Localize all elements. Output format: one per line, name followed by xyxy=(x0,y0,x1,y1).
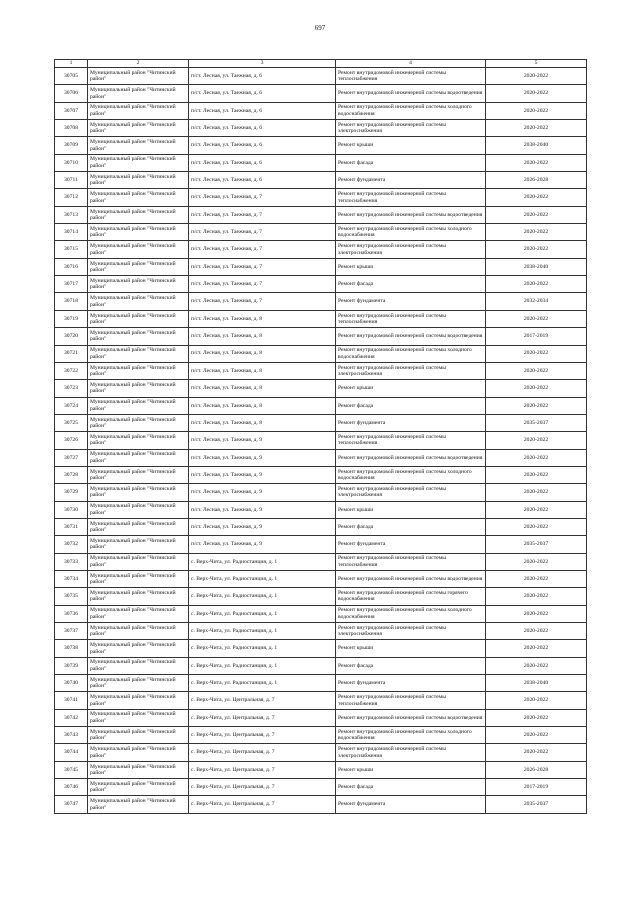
work-type-cell: Ремонт внутридомовой инженерной системы водоотведения xyxy=(336,449,486,466)
work-type-cell: Ремонт крыши xyxy=(336,137,486,154)
district-cell: Муниципальный район "Читинский район" xyxy=(88,85,189,102)
address-cell: п/ст. Лесная, ул. Таежная, д. 9 xyxy=(189,432,336,449)
address-cell: п/ст. Лесная, ул. Таежная, д. 8 xyxy=(189,414,336,431)
table-row xyxy=(55,744,587,761)
period-cell: 2020-2022 xyxy=(486,501,587,518)
work-type-cell: Ремонт фасада xyxy=(336,779,486,796)
row-number-cell: 30742 xyxy=(55,709,88,726)
district-cell: Муниципальный район "Читинский район" xyxy=(88,432,189,449)
work-type-cell: Ремонт внутридомовой инженерной системы холодного водоснабжения xyxy=(336,345,486,362)
period-cell: 2020-2022 xyxy=(486,102,587,119)
work-type-cell: Ремонт внутридомовой инженерной системы холодного водоснабжения xyxy=(336,102,486,119)
district-cell: Муниципальный район "Читинский район" xyxy=(88,120,189,137)
address-cell: п/ст. Лесная, ул. Таежная, д. 7 xyxy=(189,224,336,241)
table-row xyxy=(55,102,587,119)
period-cell: 2020-2022 xyxy=(486,206,587,223)
district-cell: Муниципальный район "Читинский район" xyxy=(88,779,189,796)
period-cell: 2020-2022 xyxy=(486,189,587,206)
address-cell: п/ст. Лесная, ул. Таежная, д. 8 xyxy=(189,380,336,397)
address-cell: с. Верх-Чита, ул. Радиостанция, д. 1 xyxy=(189,640,336,657)
district-cell: Муниципальный район "Читинский район" xyxy=(88,258,189,275)
district-cell: Муниципальный район "Читинский район" xyxy=(88,154,189,171)
row-number-cell: 30731 xyxy=(55,518,88,535)
work-type-cell: Ремонт крыши xyxy=(336,380,486,397)
period-cell: 2020-2022 xyxy=(486,432,587,449)
district-cell: Муниципальный район "Читинский район" xyxy=(88,345,189,362)
table-row xyxy=(55,761,587,778)
row-number-cell: 30709 xyxy=(55,137,88,154)
work-type-cell: Ремонт фундамента xyxy=(336,414,486,431)
district-cell: Муниципальный район "Читинский район" xyxy=(88,727,189,744)
district-cell: Муниципальный район "Читинский район" xyxy=(88,623,189,640)
period-cell: 2020-2022 xyxy=(486,224,587,241)
period-cell: 2020-2022 xyxy=(486,154,587,171)
district-cell: Муниципальный район "Читинский район" xyxy=(88,328,189,345)
row-number-cell: 30723 xyxy=(55,380,88,397)
work-type-cell: Ремонт внутридомовой инженерной системы электроснабжения xyxy=(336,362,486,379)
address-cell: п/ст. Лесная, ул. Таежная, д. 7 xyxy=(189,241,336,258)
district-cell: Муниципальный район "Читинский район" xyxy=(88,449,189,466)
work-type-cell: Ремонт крыши xyxy=(336,640,486,657)
period-cell: 2020-2022 xyxy=(486,276,587,293)
table-row xyxy=(55,605,587,622)
period-cell: 2017-2019 xyxy=(486,779,587,796)
table-row xyxy=(55,623,587,640)
table-row xyxy=(55,709,587,726)
row-number-cell: 30728 xyxy=(55,466,88,483)
work-type-cell: Ремонт фасада xyxy=(336,154,486,171)
period-cell: 2017-2019 xyxy=(486,328,587,345)
work-type-cell: Ремонт внутридомовой инженерной системы водоотведения xyxy=(336,85,486,102)
district-cell: Муниципальный район "Читинский район" xyxy=(88,744,189,761)
period-cell: 2020-2022 xyxy=(486,640,587,657)
district-cell: Муниципальный район "Читинский район" xyxy=(88,588,189,605)
row-number-cell: 30732 xyxy=(55,536,88,553)
row-number-cell: 30727 xyxy=(55,449,88,466)
row-number-cell: 30735 xyxy=(55,588,88,605)
column-header: 2 xyxy=(88,60,189,68)
row-number-cell: 30710 xyxy=(55,154,88,171)
table-row xyxy=(55,796,587,813)
work-type-cell: Ремонт фасада xyxy=(336,657,486,674)
row-number-cell: 30737 xyxy=(55,623,88,640)
row-number-cell: 30720 xyxy=(55,328,88,345)
district-cell: Муниципальный район "Читинский район" xyxy=(88,675,189,692)
address-cell: п/ст. Лесная, ул. Таежная, д. 9 xyxy=(189,518,336,535)
row-number-cell: 30739 xyxy=(55,657,88,674)
address-cell: с. Верх-Чита, ул. Радиостанция, д. 1 xyxy=(189,657,336,674)
address-cell: п/ст. Лесная, ул. Таежная, д. 9 xyxy=(189,466,336,483)
address-cell: с. Верх-Чита, ул. Радиостанция, д. 1 xyxy=(189,605,336,622)
period-cell: 2020-2022 xyxy=(486,241,587,258)
work-type-cell: Ремонт внутридомовой инженерной системы теплоснабжения xyxy=(336,692,486,709)
work-type-cell: Ремонт крыши xyxy=(336,761,486,778)
row-number-cell: 30740 xyxy=(55,675,88,692)
work-type-cell: Ремонт фасада xyxy=(336,276,486,293)
address-cell: п/ст. Лесная, ул. Таежная, д. 7 xyxy=(189,206,336,223)
work-type-cell: Ремонт внутридомовой инженерной системы электроснабжения xyxy=(336,744,486,761)
capital-repair-table xyxy=(54,59,587,814)
period-cell: 2020-2022 xyxy=(486,709,587,726)
address-cell: с. Верх-Чита, ул. Центральная, д. 7 xyxy=(189,727,336,744)
table-row xyxy=(55,310,587,327)
work-type-cell: Ремонт внутридомовой инженерной системы теплоснабжения xyxy=(336,68,486,85)
row-number-cell: 30708 xyxy=(55,120,88,137)
table-row xyxy=(55,727,587,744)
column-header: 4 xyxy=(336,60,486,68)
district-cell: Муниципальный район "Читинский район" xyxy=(88,241,189,258)
district-cell: Муниципальный район "Читинский район" xyxy=(88,380,189,397)
work-type-cell: Ремонт внутридомовой инженерной системы теплоснабжения xyxy=(336,432,486,449)
row-number-cell: 30712 xyxy=(55,189,88,206)
period-cell: 2020-2022 xyxy=(486,380,587,397)
row-number-cell: 30717 xyxy=(55,276,88,293)
work-type-cell: Ремонт внутридомовой инженерной системы холодного водоснабжения xyxy=(336,727,486,744)
period-cell: 2035-2037 xyxy=(486,796,587,813)
address-cell: п/ст. Лесная, ул. Таежная, д. 6 xyxy=(189,120,336,137)
row-number-cell: 30733 xyxy=(55,553,88,570)
address-cell: п/ст. Лесная, ул. Таежная, д. 9 xyxy=(189,484,336,501)
row-number-cell: 30745 xyxy=(55,761,88,778)
period-cell: 2020-2022 xyxy=(486,466,587,483)
table-row xyxy=(55,640,587,657)
table-row xyxy=(55,553,587,570)
table-row xyxy=(55,276,587,293)
table-row xyxy=(55,466,587,483)
period-cell: 2020-2022 xyxy=(486,727,587,744)
district-cell: Муниципальный район "Читинский район" xyxy=(88,640,189,657)
district-cell: Муниципальный район "Читинский район" xyxy=(88,796,189,813)
period-cell: 2020-2022 xyxy=(486,623,587,640)
work-type-cell: Ремонт внутридомовой инженерной системы водоотведения xyxy=(336,570,486,587)
table-row xyxy=(55,449,587,466)
district-cell: Муниципальный район "Читинский район" xyxy=(88,414,189,431)
table-row xyxy=(55,68,587,85)
table-row xyxy=(55,536,587,553)
address-cell: с. Верх-Чита, ул. Центральная, д. 7 xyxy=(189,744,336,761)
table-row xyxy=(55,345,587,362)
table-header-row xyxy=(55,60,587,68)
work-type-cell: Ремонт внутридомовой инженерной системы электроснабжения xyxy=(336,484,486,501)
table-row xyxy=(55,518,587,535)
district-cell: Муниципальный район "Читинский район" xyxy=(88,536,189,553)
period-cell: 2020-2022 xyxy=(486,553,587,570)
period-cell: 2020-2022 xyxy=(486,68,587,85)
work-type-cell: Ремонт внутридомовой инженерной системы электроснабжения xyxy=(336,241,486,258)
row-number-cell: 30705 xyxy=(55,68,88,85)
table-row xyxy=(55,258,587,275)
district-cell: Муниципальный район "Читинский район" xyxy=(88,484,189,501)
row-number-cell: 30721 xyxy=(55,345,88,362)
address-cell: п/ст. Лесная, ул. Таежная, д. 7 xyxy=(189,258,336,275)
table-row xyxy=(55,432,587,449)
district-cell: Муниципальный район "Читинский район" xyxy=(88,605,189,622)
table-row xyxy=(55,154,587,171)
row-number-cell: 30725 xyxy=(55,414,88,431)
period-cell: 2020-2022 xyxy=(486,449,587,466)
work-type-cell: Ремонт внутридомовой инженерной системы теплоснабжения xyxy=(336,310,486,327)
table-row xyxy=(55,241,587,258)
row-number-cell: 30730 xyxy=(55,501,88,518)
period-cell: 2020-2022 xyxy=(486,310,587,327)
work-type-cell: Ремонт внутридомовой инженерной системы теплоснабжения xyxy=(336,189,486,206)
row-number-cell: 30734 xyxy=(55,570,88,587)
row-number-cell: 30726 xyxy=(55,432,88,449)
address-cell: п/ст. Лесная, ул. Таежная, д. 8 xyxy=(189,397,336,414)
table-row xyxy=(55,293,587,310)
period-cell: 2020-2022 xyxy=(486,484,587,501)
work-type-cell: Ремонт фундамента xyxy=(336,675,486,692)
work-type-cell: Ремонт фундамента xyxy=(336,796,486,813)
period-cell: 2020-2022 xyxy=(486,85,587,102)
district-cell: Муниципальный район "Читинский район" xyxy=(88,102,189,119)
address-cell: п/ст. Лесная, ул. Таежная, д. 8 xyxy=(189,345,336,362)
period-cell: 2038-2040 xyxy=(486,137,587,154)
district-cell: Муниципальный район "Читинский район" xyxy=(88,657,189,674)
row-number-cell: 30715 xyxy=(55,241,88,258)
district-cell: Муниципальный район "Читинский район" xyxy=(88,501,189,518)
district-cell: Муниципальный район "Читинский район" xyxy=(88,518,189,535)
table-row xyxy=(55,206,587,223)
address-cell: с. Верх-Чита, ул. Центральная, д. 7 xyxy=(189,779,336,796)
row-number-cell: 30736 xyxy=(55,605,88,622)
work-type-cell: Ремонт внутридомовой инженерной системы электроснабжения xyxy=(336,623,486,640)
table-row xyxy=(55,692,587,709)
district-cell: Муниципальный район "Читинский район" xyxy=(88,293,189,310)
address-cell: с. Верх-Чита, ул. Центральная, д. 7 xyxy=(189,761,336,778)
district-cell: Муниципальный район "Читинский район" xyxy=(88,397,189,414)
table-row xyxy=(55,137,587,154)
row-number-cell: 30724 xyxy=(55,397,88,414)
row-number-cell: 30706 xyxy=(55,85,88,102)
table-row xyxy=(55,570,587,587)
table-row xyxy=(55,414,587,431)
work-type-cell: Ремонт фундамента xyxy=(336,293,486,310)
table-row xyxy=(55,657,587,674)
district-cell: Муниципальный район "Читинский район" xyxy=(88,466,189,483)
district-cell: Муниципальный район "Читинский район" xyxy=(88,362,189,379)
table-row xyxy=(55,362,587,379)
period-cell: 2020-2022 xyxy=(486,744,587,761)
period-cell: 2032-2034 xyxy=(486,293,587,310)
address-cell: п/ст. Лесная, ул. Таежная, д. 9 xyxy=(189,449,336,466)
address-cell: п/ст. Лесная, ул. Таежная, д. 6 xyxy=(189,137,336,154)
address-cell: с. Верх-Чита, ул. Центральная, д. 7 xyxy=(189,692,336,709)
address-cell: п/ст. Лесная, ул. Таежная, д. 6 xyxy=(189,154,336,171)
address-cell: с. Верх-Чита, ул. Радиостанция, д. 1 xyxy=(189,623,336,640)
address-cell: п/ст. Лесная, ул. Таежная, д. 9 xyxy=(189,501,336,518)
address-cell: п/ст. Лесная, ул. Таежная, д. 8 xyxy=(189,310,336,327)
table-row xyxy=(55,675,587,692)
row-number-cell: 30718 xyxy=(55,293,88,310)
table-row xyxy=(55,380,587,397)
address-cell: п/ст. Лесная, ул. Таежная, д. 8 xyxy=(189,328,336,345)
work-type-cell: Ремонт внутридомовой инженерной системы водоотведения xyxy=(336,709,486,726)
work-type-cell: Ремонт внутридомовой инженерной системы горячего водоснабжения xyxy=(336,588,486,605)
column-header: 3 xyxy=(189,60,336,68)
work-type-cell: Ремонт крыши xyxy=(336,258,486,275)
row-number-cell: 30707 xyxy=(55,102,88,119)
address-cell: п/ст. Лесная, ул. Таежная, д. 7 xyxy=(189,293,336,310)
row-number-cell: 30722 xyxy=(55,362,88,379)
address-cell: п/ст. Лесная, ул. Таежная, д. 7 xyxy=(189,276,336,293)
period-cell: 2020-2022 xyxy=(486,692,587,709)
period-cell: 2020-2022 xyxy=(486,588,587,605)
district-cell: Муниципальный район "Читинский район" xyxy=(88,709,189,726)
district-cell: Муниципальный район "Читинский район" xyxy=(88,553,189,570)
address-cell: п/ст. Лесная, ул. Таежная, д. 8 xyxy=(189,362,336,379)
row-number-cell: 30747 xyxy=(55,796,88,813)
district-cell: Муниципальный район "Читинский район" xyxy=(88,137,189,154)
district-cell: Муниципальный район "Читинский район" xyxy=(88,189,189,206)
table-row xyxy=(55,189,587,206)
row-number-cell: 30744 xyxy=(55,744,88,761)
row-number-cell: 30729 xyxy=(55,484,88,501)
district-cell: Муниципальный район "Читинский район" xyxy=(88,172,189,189)
table-row xyxy=(55,224,587,241)
address-cell: п/ст. Лесная, ул. Таежная, д. 7 xyxy=(189,189,336,206)
period-cell: 2038-2040 xyxy=(486,258,587,275)
district-cell: Муниципальный район "Читинский район" xyxy=(88,310,189,327)
period-cell: 2020-2022 xyxy=(486,362,587,379)
work-type-cell: Ремонт внутридомовой инженерной системы холодного водоснабжения xyxy=(336,466,486,483)
period-cell: 2026-2028 xyxy=(486,761,587,778)
period-cell: 2020-2022 xyxy=(486,570,587,587)
table-row xyxy=(55,172,587,189)
period-cell: 2038-2040 xyxy=(486,675,587,692)
address-cell: с. Верх-Чита, ул. Центральная, д. 7 xyxy=(189,796,336,813)
district-cell: Муниципальный район "Читинский район" xyxy=(88,570,189,587)
period-cell: 2035-2037 xyxy=(486,414,587,431)
table-row xyxy=(55,85,587,102)
table-row xyxy=(55,120,587,137)
table-row xyxy=(55,484,587,501)
row-number-cell: 30741 xyxy=(55,692,88,709)
work-type-cell: Ремонт внутридомовой инженерной системы теплоснабжения xyxy=(336,553,486,570)
row-number-cell: 30711 xyxy=(55,172,88,189)
district-cell: Муниципальный район "Читинский район" xyxy=(88,206,189,223)
row-number-cell: 30738 xyxy=(55,640,88,657)
district-cell: Муниципальный район "Читинский район" xyxy=(88,276,189,293)
work-type-cell: Ремонт внутридомовой инженерной системы холодного водоснабжения xyxy=(336,224,486,241)
address-cell: с. Верх-Чита, ул. Радиостанция, д. 1 xyxy=(189,570,336,587)
period-cell: 2020-2022 xyxy=(486,120,587,137)
row-number-cell: 30714 xyxy=(55,224,88,241)
address-cell: п/ст. Лесная, ул. Таежная, д. 6 xyxy=(189,85,336,102)
period-cell: 2020-2022 xyxy=(486,518,587,535)
row-number-cell: 30719 xyxy=(55,310,88,327)
column-header: 1 xyxy=(55,60,88,68)
district-cell: Муниципальный район "Читинский район" xyxy=(88,761,189,778)
address-cell: п/ст. Лесная, ул. Таежная, д. 6 xyxy=(189,172,336,189)
period-cell: 2026-2028 xyxy=(486,172,587,189)
address-cell: с. Верх-Чита, ул. Радиостанция, д. 1 xyxy=(189,588,336,605)
address-cell: с. Верх-Чита, ул. Радиостанция, д. 1 xyxy=(189,675,336,692)
row-number-cell: 30746 xyxy=(55,779,88,796)
period-cell: 2020-2022 xyxy=(486,657,587,674)
table-row xyxy=(55,588,587,605)
address-cell: с. Верх-Чита, ул. Радиостанция, д. 1 xyxy=(189,553,336,570)
district-cell: Муниципальный район "Читинский район" xyxy=(88,692,189,709)
district-cell: Муниципальный район "Читинский район" xyxy=(88,68,189,85)
address-cell: п/ст. Лесная, ул. Таежная, д. 6 xyxy=(189,68,336,85)
work-type-cell: Ремонт фундамента xyxy=(336,172,486,189)
row-number-cell: 30743 xyxy=(55,727,88,744)
work-type-cell: Ремонт фундамента xyxy=(336,536,486,553)
column-header: 5 xyxy=(486,60,587,68)
table-row xyxy=(55,328,587,345)
page-number: 697 xyxy=(314,24,326,32)
table-row xyxy=(55,397,587,414)
address-cell: п/ст. Лесная, ул. Таежная, д. 6 xyxy=(189,102,336,119)
work-type-cell: Ремонт внутридомовой инженерной системы электроснабжения xyxy=(336,120,486,137)
period-cell: 2020-2022 xyxy=(486,345,587,362)
district-cell: Муниципальный район "Читинский район" xyxy=(88,224,189,241)
work-type-cell: Ремонт внутридомовой инженерной системы водоотведения xyxy=(336,206,486,223)
period-cell: 2020-2022 xyxy=(486,397,587,414)
table-row xyxy=(55,501,587,518)
work-type-cell: Ремонт фасада xyxy=(336,518,486,535)
row-number-cell: 30713 xyxy=(55,206,88,223)
work-type-cell: Ремонт фасада xyxy=(336,397,486,414)
address-cell: с. Верх-Чита, ул. Центральная, д. 7 xyxy=(189,709,336,726)
period-cell: 2035-2037 xyxy=(486,536,587,553)
row-number-cell: 30716 xyxy=(55,258,88,275)
table-row xyxy=(55,779,587,796)
work-type-cell: Ремонт крыши xyxy=(336,501,486,518)
work-type-cell: Ремонт внутридомовой инженерной системы холодного водоснабжения xyxy=(336,605,486,622)
work-type-cell: Ремонт внутридомовой инженерной системы водоотведения xyxy=(336,328,486,345)
address-cell: п/ст. Лесная, ул. Таежная, д. 9 xyxy=(189,536,336,553)
period-cell: 2020-2022 xyxy=(486,605,587,622)
